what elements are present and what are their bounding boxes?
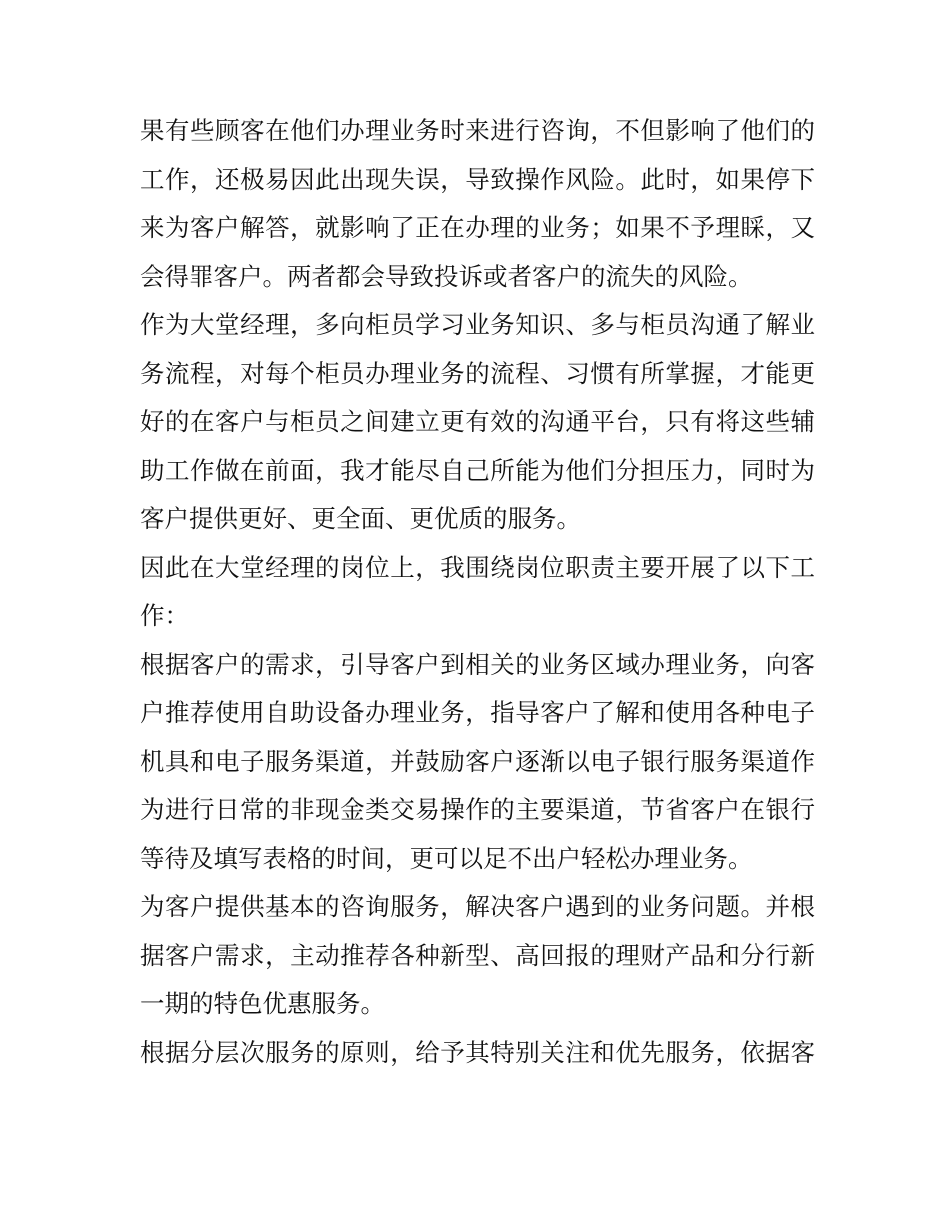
text-line: 一期的特色优惠服务。 [140,989,385,1018]
text-line: 作： [140,601,189,630]
text-line: 等待及填写表格的时间，更可以足不出户轻松办理业务。 [140,843,753,873]
text-line: 因此在大堂经理的岗位上，我围绕岗位职责主要开展了以下工 [140,552,815,582]
text-line: 为客户提供基本的咨询服务，解决客户遇到的业务问题。并根 [140,892,815,921]
body-text [140,107,815,1077]
text-line: 务流程，对每个柜员办理业务的流程、习惯有所掌握，才能更 [140,358,815,388]
text-line: 助工作做在前面，我才能尽自己所能为他们分担压力，同时为 [140,455,815,485]
text-line: 工作，还极易因此出现失误，导致操作风险。此时，如果停下 [140,164,815,194]
text-line: 作为大堂经理，多向柜员学习业务知识、多与柜员沟通了解业 [140,310,815,339]
text-line: 为进行日常的非现金类交易操作的主要渠道，节省客户在银行 [140,795,815,824]
text-line: 果有些顾客在他们办理业务时来进行咨询，不但影响了他们的 [140,116,815,145]
text-line: 会得罪客户。两者都会导致投诉或者客户的流失的风险。 [140,261,753,291]
text-line: 据客户需求，主动推荐各种新型、高回报的理财产品和分行新 [140,940,815,970]
text-line: 客户提供更好、更全面、更优质的服务。 [140,504,581,533]
text-line: 来为客户解答，就影响了正在办理的业务；如果不予理睬，又 [140,213,815,242]
text-line: 户推荐使用自助设备办理业务，指导客户了解和使用各种电子 [140,698,815,727]
text-line: 根据分层次服务的原则，给予其特别关注和优先服务，依据客 [140,1037,815,1067]
text-line: 好的在客户与柜员之间建立更有效的沟通平台，只有将这些辅 [140,407,815,436]
text-line: 机具和电子服务渠道，并鼓励客户逐渐以电子银行服务渠道作 [140,746,815,776]
text-line: 根据客户的需求，引导客户到相关的业务区域办理业务，向客 [140,649,815,679]
